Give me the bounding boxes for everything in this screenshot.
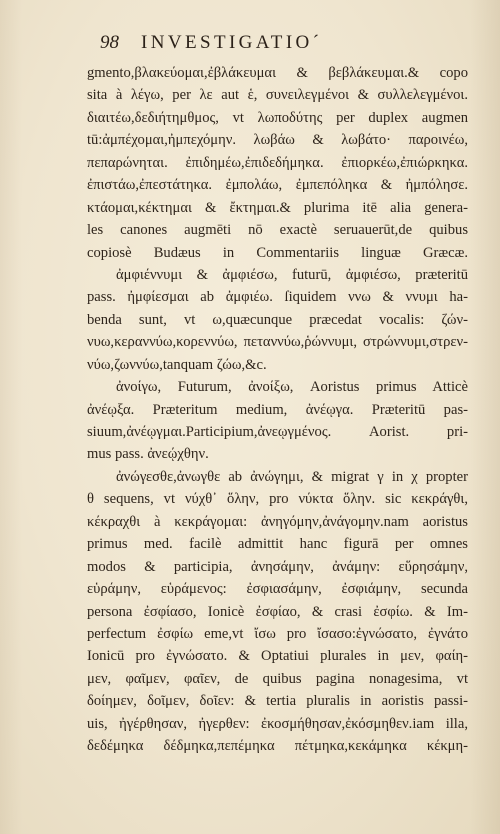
text-line: tū:ἀμπέχομαι,ἠμπεχόμην. λωβάω & λωβάτο· παροινέω, bbox=[87, 132, 468, 149]
text-line: κτάομαι,κέκτημαι & ἔκτημαι.& plurima itē alia genera- bbox=[87, 199, 468, 216]
running-title-text: INVESTIGATIO bbox=[141, 32, 313, 53]
page-header bbox=[0, 30, 500, 56]
text-line: μεν, φαῖμεν, φαῖεν, de quibus pagina nonagesima, vt bbox=[87, 670, 468, 687]
text-line: persona ἐσφίασο, Ionicè ἐσφίαο, & crasi ἐσφίω. & Im- bbox=[87, 603, 468, 620]
text-line: ἀνέῳξα. Præteritum medium, ἀνέῳγα. Præteritū pas- bbox=[87, 401, 468, 418]
text-line: copiosè Budæus in Commentariis linguæ Græcæ. bbox=[87, 244, 468, 261]
running-title-accent: ´ bbox=[312, 32, 323, 53]
text-line: ἀνοίγω, Futurum, ἀνοίξω, Aoristus primus Atticè bbox=[116, 379, 468, 396]
text-line: δοίημεν, δοῖμεν, δοῖεν: & tertia pluralis in aoristis passi- bbox=[87, 693, 468, 710]
text-line: benda sunt, vt ω,quæcunque præcedat vocalis: ζών- bbox=[87, 311, 468, 328]
text-line: διαιτέω,δεδιήτημθμος, vt λωποδύτης per duplex augmen bbox=[87, 109, 468, 126]
text-line: siuum,ἀνέῳγμαι.Participium,ἀνεῳγμένος. Aorist. pri- bbox=[87, 424, 468, 440]
text-line: gmento,βλακεύομαι,ἐβλάκευμαι & βεβλάκευμαι.& copo bbox=[87, 65, 468, 81]
text-line: les canones augmēti nō exactè seruauerūt,de quibus bbox=[87, 222, 468, 239]
text-line: ἀμφιέννυμι & ἀμφιέσω, futurū, ἀμφιέσω, præteritū bbox=[116, 266, 468, 283]
body-text bbox=[87, 62, 468, 758]
text-line: ἀνώγεσθε,ἀνωγθε ab ἀνώγημι, & migrat γ in χ propter bbox=[116, 468, 468, 485]
text-line: κέκραχθι à κεκράγομαι: ἀνηγόμην,ἀνάγομην.nam aoristus bbox=[87, 513, 468, 530]
page-number: 98 bbox=[100, 32, 119, 53]
text-line: εὑράμην, εὑράμενος: ἐσφιασάμην, ἐσφιάμην, secunda bbox=[87, 581, 468, 598]
text-line: perfectum ἐσφίω eme,vt ἴσω pro ἴσασο:ἐγνώσατο, ἐγνάτο bbox=[87, 625, 468, 642]
gutter-shadow bbox=[0, 0, 22, 834]
text-line: θ sequens, vt νύχθ᾽ ὅλην, pro νύκτα ὅλην. sic κεκράγθι, bbox=[87, 491, 468, 508]
text-line: νύω,ζωννύω,tanquam ζώω,&c. bbox=[87, 356, 267, 373]
text-line: modos & participia, ἀνησάμην, ἀνάμην: εὕρησάμην, bbox=[87, 558, 468, 575]
text-line: uis, ἠγέρθησαν, ἠγερθεν: ἐκοσμήθησαν,ἐκόσμηθεν.iam illa, bbox=[87, 715, 468, 732]
text-line: δεδέμηκα δέδμηκα,πεπέμηκα πέτμηκα,κεκάμηκα κέκμη- bbox=[87, 738, 468, 755]
text-line: πεπαρώνηται. ἐπιδημέω,ἐπιδεδήμηκα. ἐπιορκέω,ἐπιώρκηκα. bbox=[87, 154, 468, 171]
text-line: primus med. facilè admittit hanc figurā per omnes bbox=[87, 536, 468, 553]
running-title bbox=[141, 32, 322, 54]
text-line: mus pass. ἀνεῴχθην. bbox=[87, 446, 209, 463]
text-line: νυω,κεραννύω,κορεννύω, πεταννύω,ῥώννυμι, στρώννυμι,στρεν- bbox=[87, 334, 468, 351]
text-line: sita à λέγω, per λε aut ἑ, συνειλεγμένοι & συλλελεγμένοι. bbox=[87, 87, 468, 104]
edge-shadow bbox=[470, 0, 500, 834]
text-line: Ionicū pro ἐγνώσατο. & Optatiui plurales in μεν, φαίη- bbox=[87, 648, 468, 665]
text-line: pass. ἠμφίεσμαι ab ἀμφιέω. ſiquidem ννω & ννυμι ha- bbox=[87, 289, 468, 306]
text-line: ἐπιστάω,ἐπεστάτηκα. ἐμπολάω, ἐμπεπόληκα & ἠμπόλησε. bbox=[87, 177, 468, 194]
